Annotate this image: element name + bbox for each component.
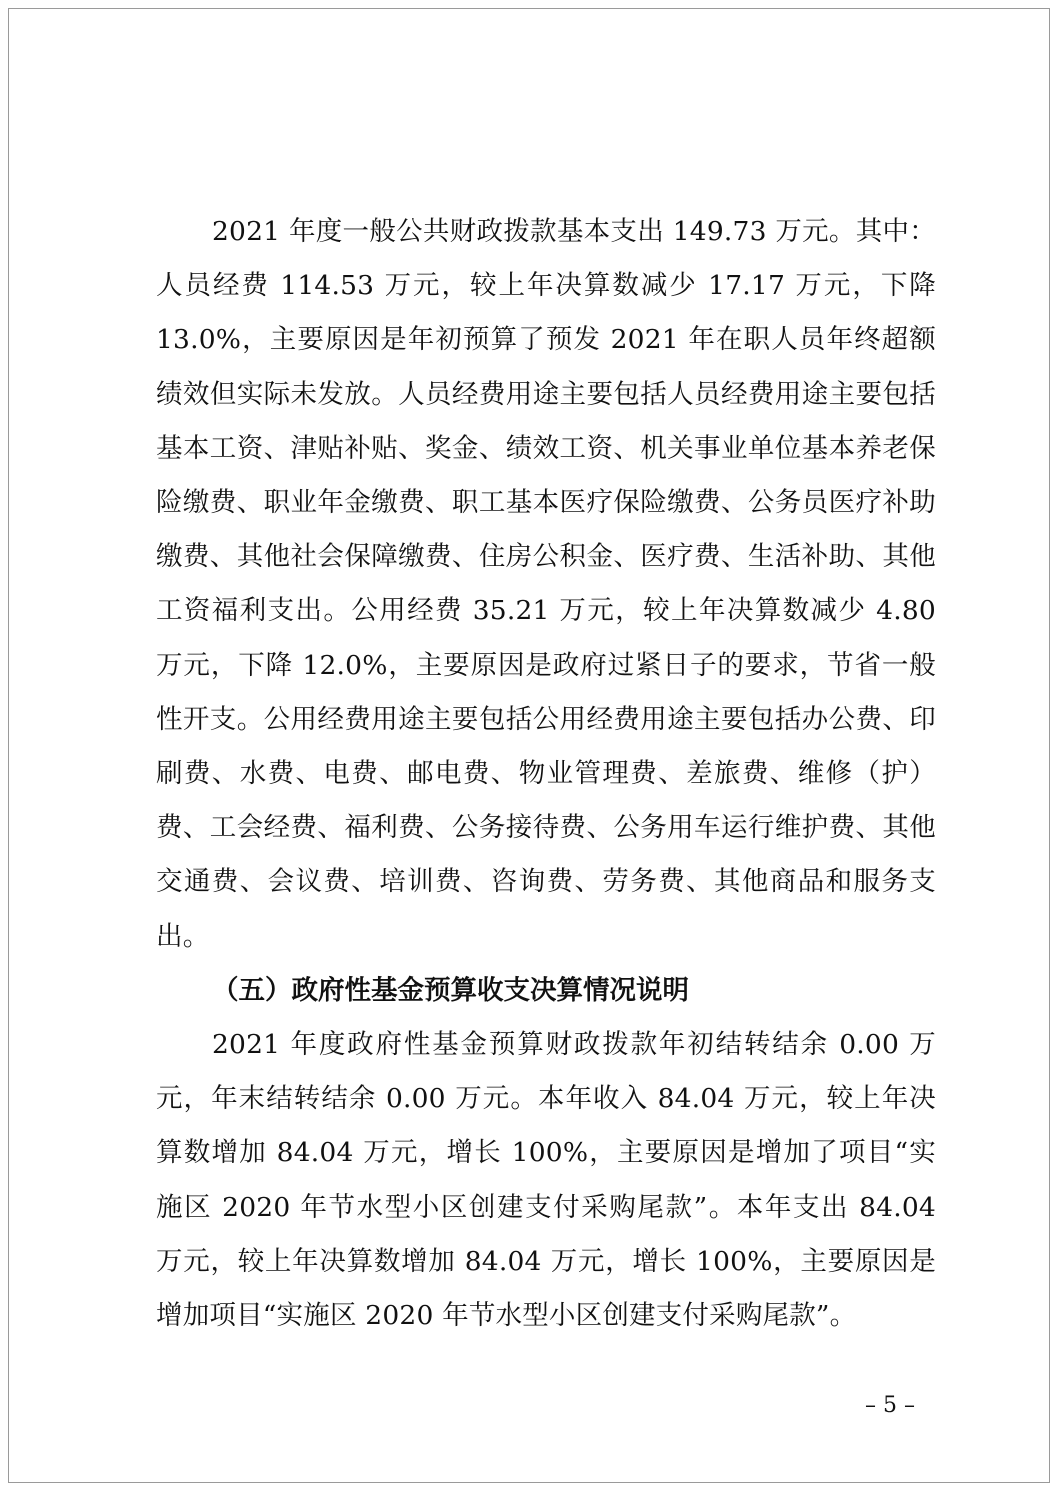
paragraph-basic-expenditure: 2021 年度一般公共财政拨款基本支出 149.73 万元。其中：人员经费 114.53 万元，较上年决算数减少 17.17 万元，下降13.0%，主要原因是年初预算了预发 2021 年在职人员年终超额绩效但实际未发放。人员经费用途主要包括人员经费用途主要包括基本工资、津贴补贴、奖金、绩效工资、机关事业单位基本养老保险缴费、职业年金缴费、职工基本医疗保险缴费、公务员医疗补助缴费、其他社会保障缴费、住房公积金、医疗费、生活补助、其他工资福利支出。公用经费 35.21 万元，较上年决算数减少 4.80 万元，下降 12.0%，主要原因是政府过紧日子的要求，节省一般性开支。公用经费用途主要包括公用经费用途主要包括办公费、印刷费、水费、电费、邮电费、物业管理费、差旅费、维修（护）费、工会经费、福利费、公务接待费、公务用车运行维护费、其他交通费、会议费、培训费、咨询费、劳务费、其他商品和服务支出。	[156, 216, 936, 952]
paragraph-government-fund: 2021 年度政府性基金预算财政拨款年初结转结余 0.00 万元，年末结转结余 0.00 万元。本年收入 84.04 万元，较上年决算数增加 84.04 万元，增长 100%，主要原因是增加了项目“实施区 2020 年节水型小区创建支付采购尾款”。本年支出 84.04 万元，较上年决算数增加 84.04 万元，增长 100%，主要原因是增加项目“实施区 2020 年节水型小区创建支付采购尾款”。	[156, 1029, 936, 1332]
document-page	[8, 8, 1050, 1483]
document-body	[156, 205, 936, 1343]
section-heading-government-fund: （五）政府性基金预算收支决算情况说明	[212, 974, 689, 1006]
page-number: – 5 –	[865, 1393, 915, 1418]
